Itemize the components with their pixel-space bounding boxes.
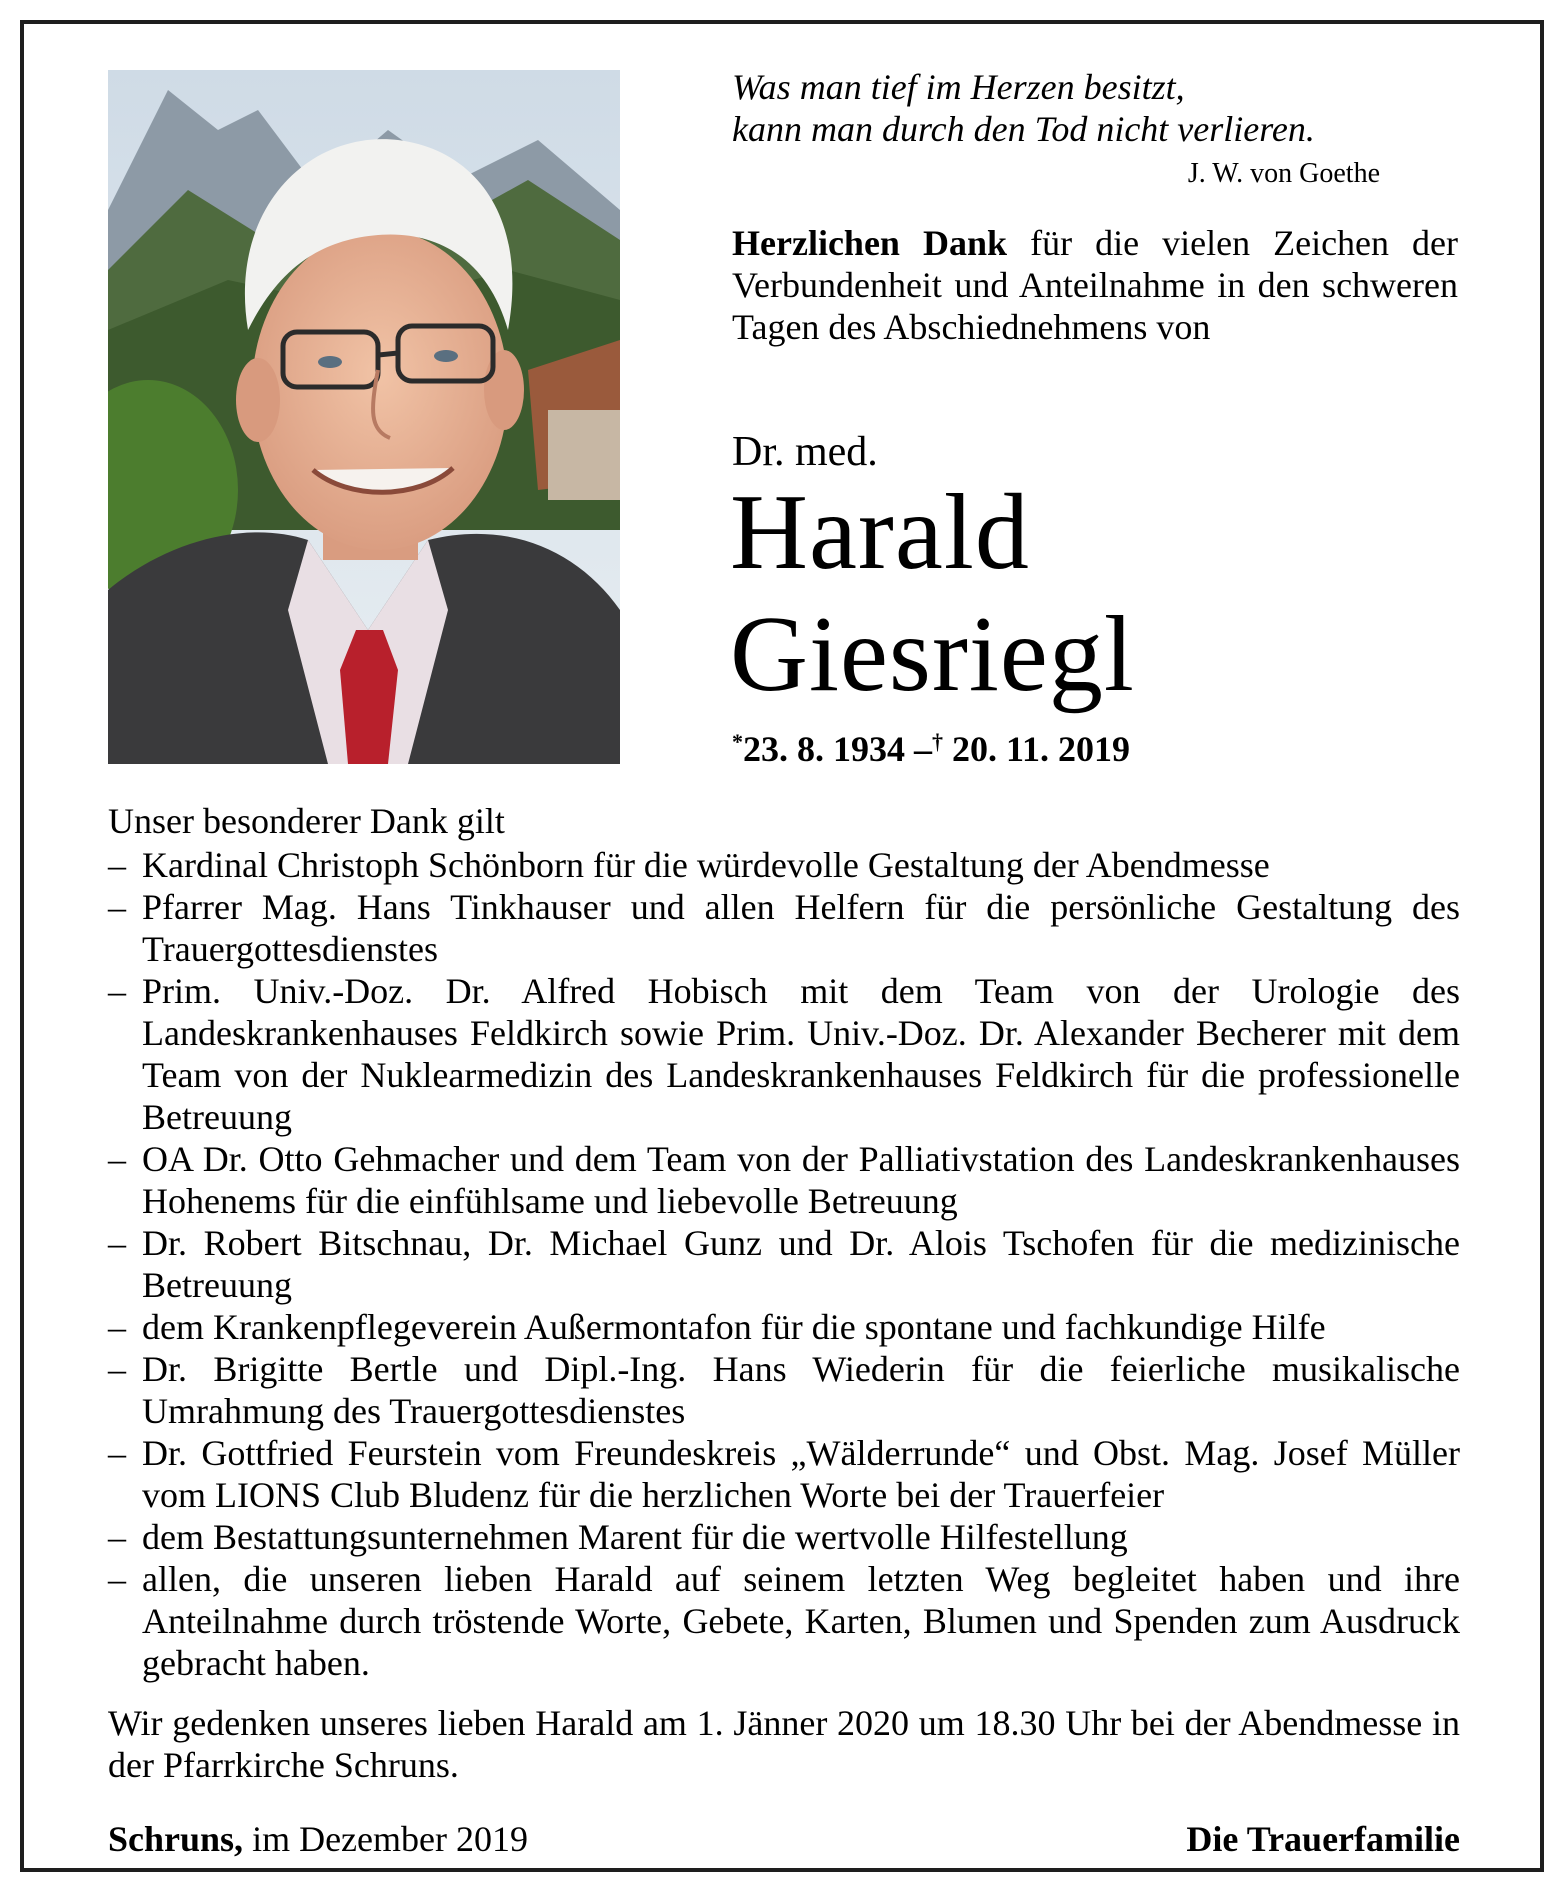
- list-item-text: Pfarrer Mag. Hans Tinkhauser und allen Helfern für die persönliche Gestaltung des Trauergottesdienstes: [142, 887, 1460, 969]
- quote-line-2: kann man durch den Tod nicht verlieren.: [732, 109, 1315, 149]
- list-item: [108, 1306, 1460, 1348]
- thanks-paragraph: [732, 222, 1458, 348]
- first-name: Harald: [730, 473, 1030, 592]
- list-item: [108, 1516, 1460, 1558]
- list-dash: –: [108, 1307, 126, 1347]
- list-dash: –: [108, 1559, 126, 1599]
- list-item-text: Dr. Robert Bitschnau, Dr. Michael Gunz und Dr. Alois Tschofen für die medizinische Betreuung: [142, 1223, 1460, 1305]
- thanks-bold: Herzlichen Dank: [732, 223, 1008, 263]
- goethe-quote: [732, 66, 1392, 150]
- list-dash: –: [108, 1517, 126, 1557]
- list-item: [108, 844, 1460, 886]
- last-name: Giesriegl: [730, 595, 1135, 714]
- list-item: [108, 1558, 1460, 1684]
- death-symbol: †: [932, 729, 943, 754]
- list-dash: –: [108, 1223, 126, 1263]
- birth-date: 23. 8. 1934: [743, 729, 905, 769]
- list-item-text: allen, die unseren lieben Harald auf seinem letzten Weg begleitet haben und ihre Anteilnahme durch tröstende Worte, Gebete, Karten, Blumen und Spenden zum Ausdruck gebracht haben.: [142, 1559, 1460, 1683]
- list-item: [108, 1348, 1460, 1432]
- list-item-text: dem Krankenpflegeverein Außermontafon für die spontane und fachkundige Hilfe: [142, 1307, 1326, 1347]
- signature: Die Trauerfamilie: [1186, 1819, 1460, 1859]
- memorial-service-text: Wir gedenken unseres lieben Harald am 1. Jänner 2020 um 18.30 Uhr bei der Abendmesse in der Pfarrkirche Schruns.: [108, 1703, 1460, 1785]
- list-dash: –: [108, 887, 126, 927]
- list-item-text: Kardinal Christoph Schönborn für die würdevolle Gestaltung der Abendmesse: [142, 845, 1270, 885]
- thanks-text: für die vielen Zeichen der Verbundenheit und Anteilnahme in den schweren Tagen des Abschiednehmens von: [732, 223, 1459, 347]
- list-item: [108, 1138, 1460, 1222]
- list-item-text: Dr. Gottfried Feurstein vom Freundeskreis „Wälderrunde“ und Obst. Mag. Josef Müller vom LIONS Club Bludenz für die herzlichen Worte bei der Trauerfeier: [142, 1433, 1460, 1515]
- place-and-date: [108, 1818, 528, 1860]
- list-item: [108, 886, 1460, 970]
- list-dash: –: [108, 1433, 126, 1473]
- list-item-text: Dr. Brigitte Bertle und Dipl.-Ing. Hans Wiederin für die feierliche musikalische Umrahmung des Trauergottesdienstes: [142, 1349, 1460, 1431]
- death-date: 20. 11. 2019: [952, 729, 1131, 769]
- portrait-photo: [108, 70, 620, 764]
- list-dash: –: [108, 845, 126, 885]
- acknowledgements-intro: Unser besonderer Dank gilt: [108, 801, 505, 841]
- quote-author: J. W. von Goethe: [1187, 158, 1380, 189]
- quote-line-1: Was man tief im Herzen besitzt,: [732, 67, 1185, 107]
- date-separator: –: [914, 729, 932, 769]
- list-item: [108, 1432, 1460, 1516]
- birth-symbol: *: [732, 729, 743, 754]
- date: im Dezember 2019: [252, 1819, 528, 1859]
- place: Schruns,: [108, 1819, 244, 1859]
- list-dash: –: [108, 1139, 126, 1179]
- list-item: [108, 970, 1460, 1138]
- life-dates: [732, 728, 1130, 770]
- list-dash: –: [108, 971, 126, 1011]
- acknowledgements-list: [108, 844, 1460, 1684]
- academic-title: Dr. med.: [732, 429, 878, 475]
- list-item-text: Prim. Univ.-Doz. Dr. Alfred Hobisch mit dem Team von der Urologie des Landeskrankenhauses Feldkirch sowie Prim. Univ.-Doz. Dr. Alexander Becherer mit dem Team von der Nuklearmedizin des Landeskrankenhauses Feldkirch für die professionelle Betreuung: [142, 971, 1460, 1137]
- list-item-text: OA Dr. Otto Gehmacher und dem Team von der Palliativstation des Landeskrankenhauses Hohenems für die einfühlsame und liebevolle Betreuung: [142, 1139, 1460, 1221]
- list-item: [108, 1222, 1460, 1306]
- list-dash: –: [108, 1349, 126, 1389]
- list-item-text: dem Bestattungsunternehmen Marent für die wertvolle Hilfestellung: [142, 1517, 1128, 1557]
